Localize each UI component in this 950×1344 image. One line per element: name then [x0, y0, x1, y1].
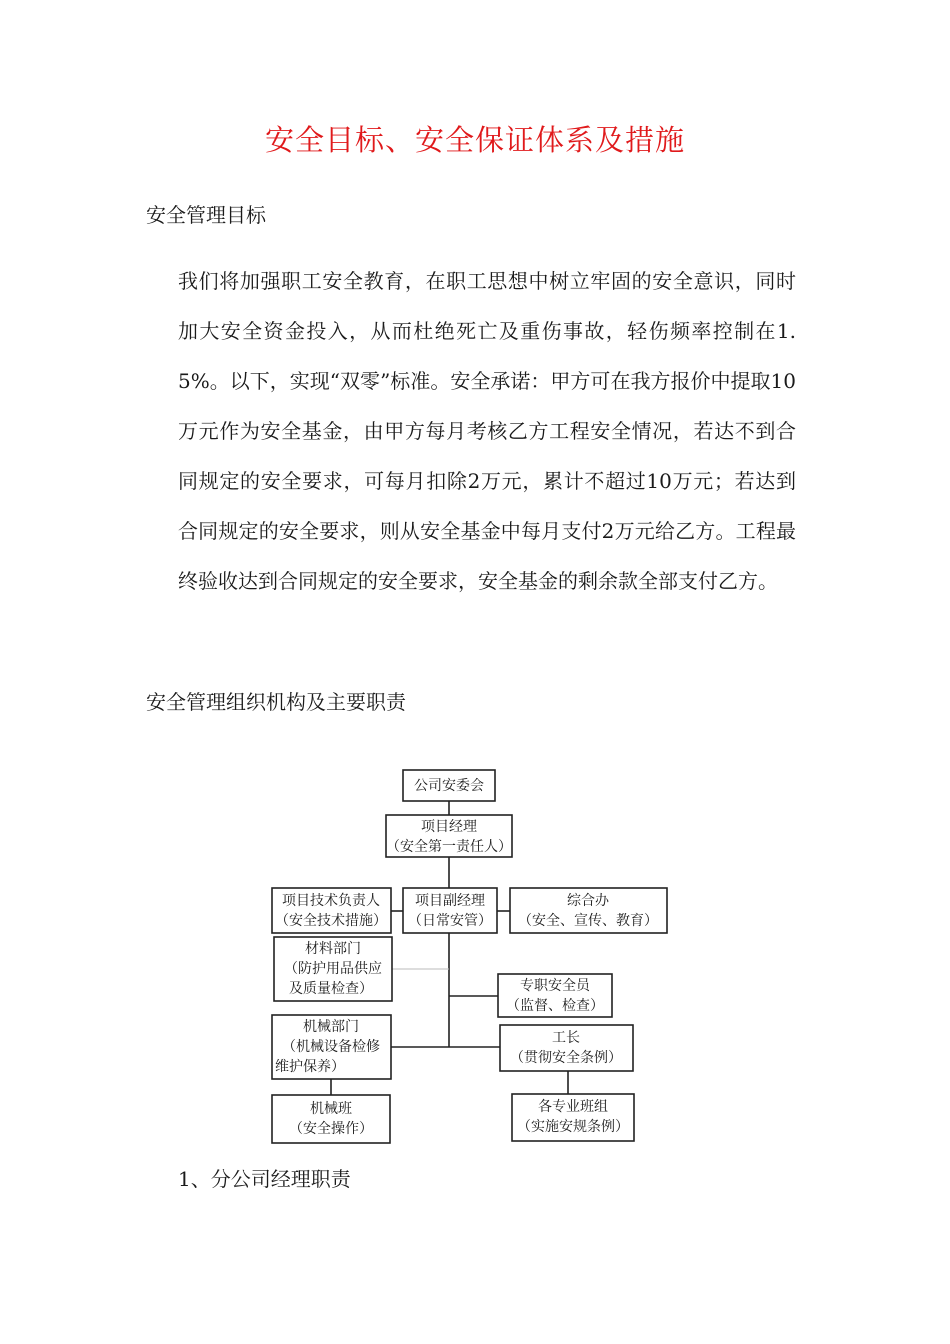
- materials-dept-line2: （防护用品供应: [284, 961, 382, 977]
- org-box-machinery-dept: [272, 1015, 391, 1079]
- document-title: 安全目标、安全保证体系及措施: [264, 123, 685, 157]
- subsection-heading-branch-manager: 1、分公司经理职责: [178, 1167, 351, 1191]
- org-box-foreman: [500, 1025, 633, 1071]
- org-box-project-manager: [386, 815, 512, 857]
- general-office-line2: （安全、宣传、教育）: [518, 913, 658, 929]
- org-box-safety-officer: [498, 974, 612, 1017]
- specialty-teams-line2: （实施安规条例）: [517, 1119, 629, 1135]
- machinery-team-line1: 机械班: [310, 1101, 352, 1117]
- org-box-deputy-manager: [403, 888, 497, 933]
- org-box-tech-lead: [272, 888, 391, 933]
- org-box-company-committee: [403, 770, 495, 801]
- tech-lead-line1: 项目技术负责人: [282, 893, 380, 909]
- machinery-dept-line2: （机械设备检修: [282, 1039, 380, 1055]
- foreman-line1: 工长: [552, 1030, 580, 1046]
- project-manager-line2: （安全第一责任人）: [386, 839, 512, 855]
- safety-officer-line1: 专职安全员: [520, 978, 590, 994]
- project-manager-line1: 项目经理: [421, 819, 477, 835]
- materials-dept-line1: 材料部门: [305, 941, 361, 957]
- org-box-materials-dept: [274, 937, 392, 1001]
- tech-lead-line2: （安全技术措施）: [275, 913, 387, 929]
- org-box-general-office: [510, 888, 667, 933]
- safety-officer-line2: （监督、检查）: [506, 998, 604, 1014]
- general-office-line1: 综合办: [567, 893, 609, 909]
- specialty-teams-line1: 各专业班组: [538, 1099, 608, 1115]
- deputy-manager-line2: （日常安管）: [408, 913, 492, 929]
- section-heading-org-structure: 安全管理组织机构及主要职责: [146, 690, 406, 714]
- org-box-machinery-team: [272, 1095, 390, 1143]
- foreman-line2: （贯彻安全条例）: [510, 1050, 622, 1066]
- deputy-manager-line1: 项目副经理: [415, 893, 485, 909]
- machinery-dept-line1: 机械部门: [303, 1019, 359, 1035]
- safety-goals-paragraph: 我们将加强职工安全教育，在职工思想中树立牢固的安全意识，同时加大安全资金投入，从而杜绝死亡及重伤事故，轻伤频率控制在1.5%。以下，实现“双零”标准。安全承诺：甲方可在我方报价中提取10万元作为安全基金，由甲方每月考核乙方工程安全情况，若达不到合同规定的安全要求，可每月扣除2万元，累计不超过10万元；若达到合同规定的安全要求，则从安全基金中每月支付2万元给乙方。工程最终验收达到合同规定的安全要求，安全基金的剩余款全部支付乙方。: [178, 269, 796, 593]
- section-heading-safety-goals: 安全管理目标: [146, 203, 266, 227]
- org-box-specialty-teams: [512, 1094, 634, 1141]
- machinery-team-line2: （安全操作）: [289, 1121, 373, 1137]
- machinery-dept-line3: 维护保养）: [275, 1059, 345, 1075]
- materials-dept-line3: 及质量检查）: [289, 981, 373, 997]
- company-committee-label: 公司安委会: [414, 778, 484, 794]
